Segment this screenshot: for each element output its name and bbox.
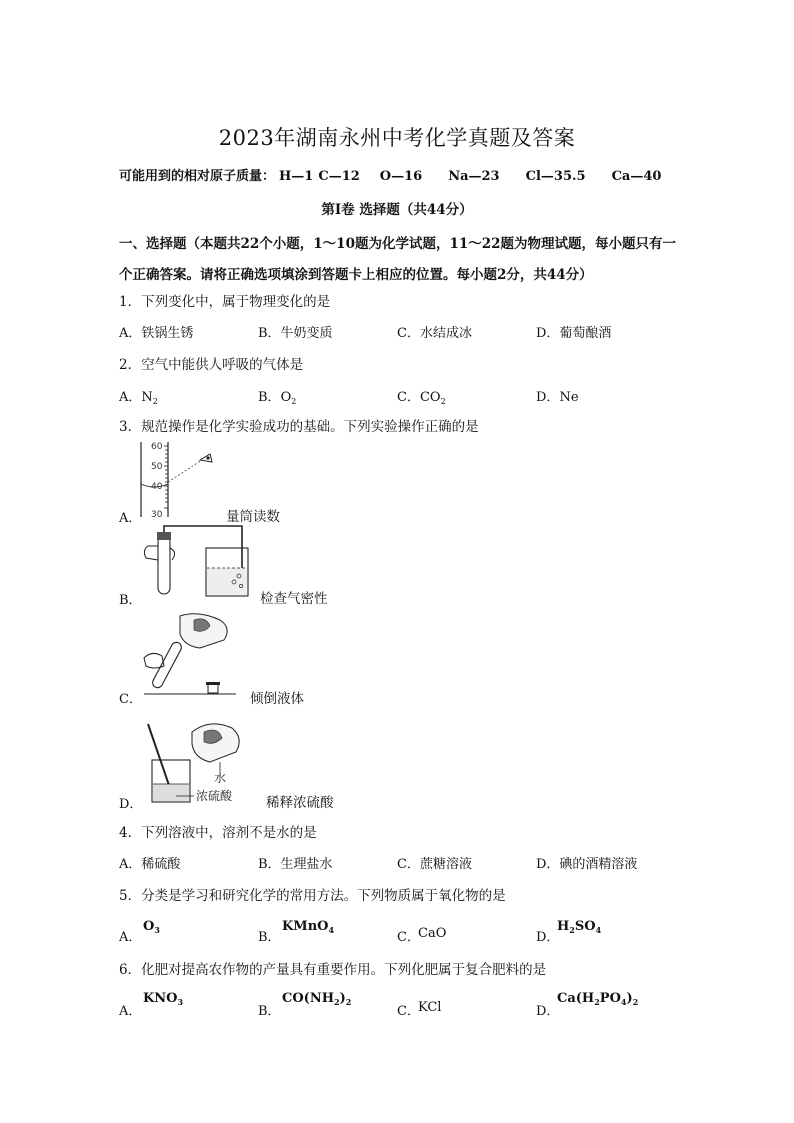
formula-sub: 2 xyxy=(569,925,575,935)
q2-option-d-letter: D． xyxy=(536,390,560,405)
formula-part: H xyxy=(557,919,570,934)
formula-part: ) xyxy=(339,991,346,1006)
dilution-figure xyxy=(140,716,270,806)
q6-formula-d xyxy=(557,991,638,1007)
beaker-liquid xyxy=(153,784,189,801)
instructions: 一、选择题（本题共22个小题，1～10题为化学试题，11～22题为物理试题，每小题只有一个正确答案。请将正确选项填涂到答题卡上相应的位置。每小题2分，共44分） xyxy=(119,236,677,283)
question-3-stem: 3．规范操作是化学实验成功的基础。下列实验操作正确的是 xyxy=(119,419,479,435)
hand-shape xyxy=(144,546,158,560)
formula-part: KNO xyxy=(143,991,178,1006)
tick-label: 50 xyxy=(151,462,163,472)
formula-sub: 4 xyxy=(595,925,602,935)
sight-line xyxy=(168,460,202,482)
formula-part: CO(NH xyxy=(282,991,334,1006)
stopper-top xyxy=(206,682,220,685)
rubber-stopper xyxy=(157,532,171,540)
formula-sub: 4 xyxy=(620,997,627,1007)
q2-formula-a-sub: 2 xyxy=(152,397,158,406)
question-2-stem: 2．空气中能供人呼吸的气体是 xyxy=(119,357,304,373)
question-4-stem: 4．下列溶液中，溶剂不是水的是 xyxy=(119,825,317,841)
q6-formula-a xyxy=(143,991,183,1007)
q3-option-b-caption: 检查气密性 xyxy=(260,591,328,607)
question-1-stem: 1．下列变化中，属于物理变化的是 xyxy=(119,294,331,310)
q1-option-d: D．葡萄酿酒 xyxy=(536,326,612,341)
q3-option-a-caption: 量筒读数 xyxy=(226,509,280,525)
eye-pupil xyxy=(206,456,209,459)
q3-option-d-caption: 稀释浓硫酸 xyxy=(266,795,334,811)
q2-formula-c-sub: 2 xyxy=(440,397,446,406)
q5-formula-a xyxy=(143,919,160,935)
pouring-figure xyxy=(140,610,250,700)
atomic-mass-item: Na—23 xyxy=(448,169,500,184)
q6-option-c-letter: C． xyxy=(397,1004,420,1019)
q4-option-c: C．蔗糖溶液 xyxy=(397,857,472,872)
q2-option-b xyxy=(258,386,296,406)
q4-option-d: D．碘的酒精溶液 xyxy=(536,857,638,872)
beaker-water xyxy=(207,568,247,595)
atomic-mass-item: Ca—40 xyxy=(611,169,662,184)
hand-fingers xyxy=(170,548,175,560)
q2-formula-d: Ne xyxy=(559,390,579,405)
q2-option-a-letter: A． xyxy=(119,390,142,405)
formula-sub: 2 xyxy=(594,997,600,1007)
q5-formula-b xyxy=(282,919,334,935)
eye-icon xyxy=(200,454,212,462)
formula-sub: 2 xyxy=(345,997,352,1007)
q3-option-c-letter: C． xyxy=(119,692,142,707)
q4-option-b: B．生理盐水 xyxy=(258,857,333,872)
q2-option-c xyxy=(397,386,446,406)
q3-option-b-letter: B． xyxy=(119,593,142,608)
formula-part: Ca(H xyxy=(557,991,595,1006)
formula-sub: 3 xyxy=(177,997,184,1007)
q2-formula-a: N xyxy=(141,390,153,405)
graduated-cylinder-figure xyxy=(138,442,228,522)
q1-option-b: B．牛奶变质 xyxy=(258,326,333,341)
formula-part: O xyxy=(143,919,155,934)
section-title: 第Ⅰ卷 选择题（共44分） xyxy=(321,202,473,218)
q2-formula-b: O xyxy=(280,390,292,405)
q2-formula-b-sub: 2 xyxy=(291,397,297,406)
q6-option-d-letter: D． xyxy=(536,1004,560,1019)
tick-label: 40 xyxy=(151,482,163,492)
formula-part: KMnO xyxy=(282,919,329,934)
tick-label: 30 xyxy=(151,510,163,520)
atomic-mass-item: O—16 xyxy=(379,169,423,184)
airtightness-figure xyxy=(140,522,260,602)
formula-sub: 3 xyxy=(154,925,160,935)
bottle-stopper xyxy=(208,684,218,693)
q5-option-b-letter: B． xyxy=(258,930,281,945)
q5-option-c-letter: C． xyxy=(397,930,420,945)
receiving-test-tube xyxy=(151,641,183,690)
q5-option-d-letter: D． xyxy=(536,930,560,945)
label-water: 水 xyxy=(214,771,227,785)
q6-option-a-letter: A． xyxy=(119,1004,142,1019)
page-title: 2023年湖南永州中考化学真题及答案 xyxy=(218,126,576,150)
question-6-stem: 6．化肥对提高农作物的产量具有重要作用。下列化肥属于复合肥料的是 xyxy=(119,962,547,978)
atomic-masses-label: 可能用到的相对原子质量： xyxy=(119,169,276,184)
formula-part: PO xyxy=(599,991,621,1006)
atomic-mass-item: Cl—35.5 xyxy=(525,169,586,184)
q2-option-c-letter: C． xyxy=(397,390,420,405)
q3-option-a-letter: A． xyxy=(119,511,142,526)
q5-formula-c: CaO xyxy=(418,926,447,941)
q5-formula-d xyxy=(557,919,601,935)
q4-option-a: A．稀硫酸 xyxy=(119,857,181,872)
q2-option-d xyxy=(536,386,579,406)
formula-sub: 2 xyxy=(632,997,639,1007)
formula-sub: 2 xyxy=(334,997,340,1007)
q1-option-c: C．水结成冰 xyxy=(397,326,472,341)
q6-option-b-letter: B． xyxy=(258,1004,281,1019)
label-acid: 浓硫酸 xyxy=(196,789,233,803)
atomic-mass-item: C—12 xyxy=(318,169,360,184)
q3-option-c-caption: 倾倒液体 xyxy=(250,691,304,707)
test-tube xyxy=(158,536,170,594)
question-5-stem: 5．分类是学习和研究化学的常用方法。下列物质属于氧化物的是 xyxy=(119,888,506,904)
formula-part: ) xyxy=(626,991,633,1006)
q1-option-a: A．铁锅生锈 xyxy=(119,326,194,341)
q5-option-a-letter: A． xyxy=(119,930,142,945)
tick-label: 60 xyxy=(151,442,163,452)
cylinder-scale xyxy=(164,446,168,508)
q6-formula-b xyxy=(282,991,351,1007)
formula-sub: 4 xyxy=(328,925,335,935)
q2-formula-c: CO xyxy=(419,390,441,405)
formula-part: SO xyxy=(574,919,596,934)
q2-option-b-letter: B． xyxy=(258,390,281,405)
q2-option-a xyxy=(119,386,158,406)
atomic-masses xyxy=(119,165,661,184)
q6-formula-c: KCl xyxy=(418,1000,442,1015)
q3-option-d-letter: D． xyxy=(119,797,143,812)
water-bottle xyxy=(192,724,239,762)
atomic-mass-item: H—1 xyxy=(279,169,314,184)
